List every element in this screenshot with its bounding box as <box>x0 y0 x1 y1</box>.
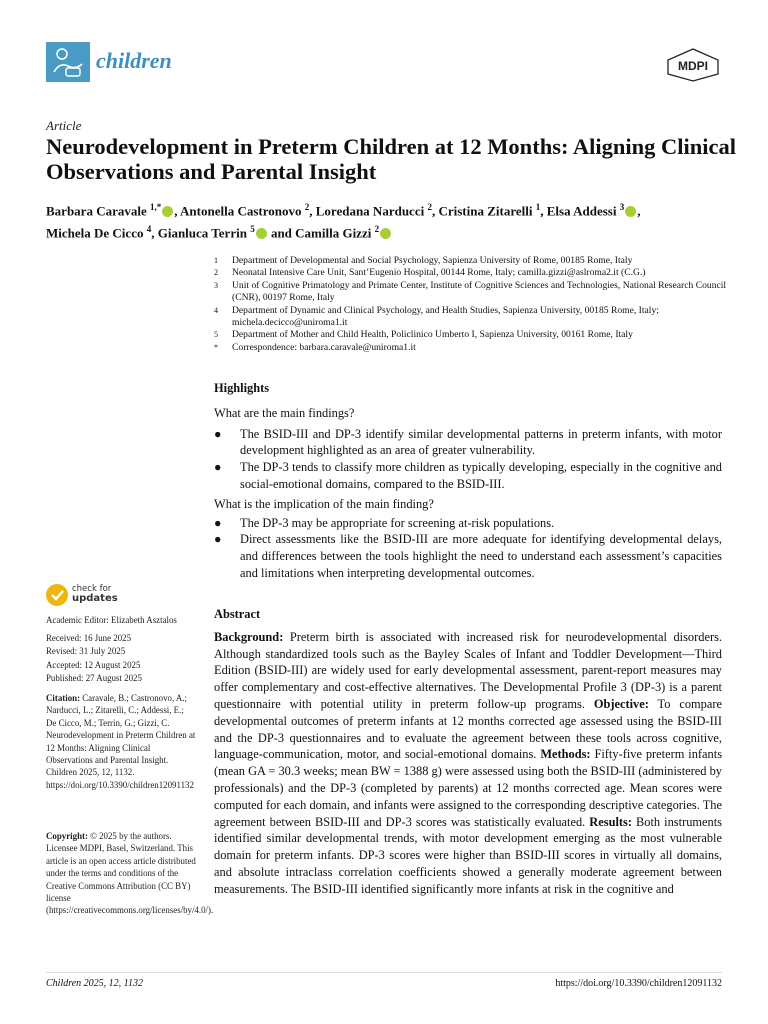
highlights-heading: Highlights <box>214 381 270 395</box>
affiliation-number: * <box>214 342 218 352</box>
author-separator: , <box>309 203 316 219</box>
sidebar-copyright <box>46 830 214 917</box>
revised-date: Revised: 31 July 2025 <box>46 646 126 657</box>
affiliation-item <box>214 342 734 354</box>
footer-citation: Children 2025, 12, 1132 <box>46 978 143 989</box>
background-text: Preterm birth is associated with increased risk for neurodevelopmental disorders. Although standardized tools such as the Bayley Scales of Infant and Toddler Development—Third Edition (BSID-III) are widely used for early developmental assessment, parent-report measures may offer complementary and cost-effective alternatives. The Developmental Profile 3 (DP-3) is a parent questionnaire with potential utility in preterm follow-up programs. <box>214 629 722 711</box>
affiliation-item <box>214 255 734 267</box>
affiliation-text: Unit of Cognitive Primatology and Primate Center, Institute of Cognitive Sciences and Technologies, National Research Council (CNR), 00197 Rome, Italy <box>232 279 727 304</box>
author-affiliation-sup: 2 <box>374 224 380 235</box>
citation-text[interactable]: Caravale, B.; Castronovo, A.; Narducci, L.; Zitarelli, C.; Addessi, E.; De Cicco, M.; Terrin, G.; Gizzi, C. Neurodevelopment in Preterm Children at 12 Months: Aligning Clinical Observations and Parental Insight. Children 2025, 12, 1132. https://doi.org/10.3390/children12091132 <box>46 693 196 790</box>
citation-label: Citation: <box>46 693 81 703</box>
background-label: Background: <box>214 629 284 644</box>
author-name[interactable]: Antonella Castronovo <box>180 203 302 219</box>
affiliation-number: 5 <box>214 330 218 340</box>
mdpi-logo-icon <box>666 48 720 82</box>
affiliation-text: Department of Developmental and Social Psychology, Sapienza University of Rome, 00185 Rome, Italy <box>232 255 633 266</box>
author-list <box>46 198 736 243</box>
author-affiliation-sup: 3 <box>619 202 625 212</box>
abstract-heading: Abstract <box>214 607 261 621</box>
affiliation-number: 2 <box>214 268 218 278</box>
orcid-icon[interactable] <box>625 206 636 217</box>
affiliation-text: Neonatal Intensive Care Unit, Sant’Eugenio Hospital, 00144 Rome, Italy; camilla.gizzi@aslroma2.it (C.G.) <box>232 267 646 279</box>
results-label: Results: <box>589 814 632 829</box>
author-name[interactable]: Elsa Addessi <box>546 203 617 219</box>
published-date: Published: 27 August 2025 <box>46 673 142 684</box>
author-name[interactable]: Loredana Narducci <box>315 203 425 219</box>
highlights-section <box>214 380 722 582</box>
methods-label: Methods: <box>540 747 591 762</box>
finding-2: The DP-3 tends to classify more children as typically developing, especially in the cognitive and social-emotional domains, compared to the BSID-III. <box>240 460 722 491</box>
article-title: Neurodevelopment in Preterm Children at 12 Months: Aligning Clinical Observations and Parental Insight <box>46 134 736 184</box>
author-affiliation-sup: 2 <box>304 202 310 212</box>
list-item <box>214 426 722 460</box>
author-affiliation-sup: 1 <box>535 202 541 212</box>
academic-editor: Academic Editor: Elizabeth Asztalos <box>46 615 177 625</box>
list-item <box>214 459 722 493</box>
bullet-icon: ● <box>214 426 222 441</box>
affiliation-item <box>214 305 734 330</box>
affiliation-item <box>214 280 734 305</box>
list-item <box>214 515 722 532</box>
results-text: Both instruments identified similar developmental trends, with motor development emerging as the most vulnerable domain for preterm infants. DP-3 scores were higher than BSID-III scores in virtually all domains, and absolute intraclass correlation coefficients showed a generally moderate agreement between measurements. The BSID-III identified significantly more infants at risk in the cognitive and <box>214 814 722 896</box>
author-separator: , <box>431 203 439 219</box>
highlights-question-1: What are the main findings? <box>214 405 355 420</box>
affiliation-item <box>214 329 734 341</box>
author-affiliation-sup: 2 <box>427 202 432 212</box>
finding-1: The BSID-III and DP-3 identify similar developmental patterns in preterm infants, with motor development highlighted as an area of greater vulnerability. <box>240 426 722 458</box>
affiliation-number: 1 <box>214 256 218 265</box>
author-affiliation-sup: 5 <box>250 224 255 235</box>
check-line-1: check for <box>72 584 112 594</box>
publisher-name: MDPI <box>678 59 708 73</box>
sidebar-citation <box>46 692 196 791</box>
check-for-updates-button[interactable] <box>46 584 156 606</box>
author-name[interactable]: Camilla Gizzi <box>295 225 372 241</box>
bullet-icon: ● <box>214 515 222 530</box>
sidebar-dates <box>46 632 196 685</box>
abstract-body <box>214 629 722 898</box>
affiliation-text: Department of Dynamic and Clinical Psychology, and Health Studies, Sapienza University, 00185 Rome, Italy; michela.decicco@uniroma1.it <box>232 304 659 329</box>
footer-divider <box>46 972 722 973</box>
objective-text: To compare developmental outcomes of preterm infants at 12 months corrected age assessed using the BSID-III and the DP-3 questionnaires and to evaluate the agreement between these tools across cognitive, language-communication, motor, and social-emotional domains. <box>214 696 722 762</box>
affiliations <box>214 255 734 354</box>
methods-text: Fifty-five preterm infants (mean GA = 30.3 weeks; mean BW = 1388 g) were assessed using both the BSID-III (administered by professionals) and the DP-3 (completed by parents) at 12 months corrected age. Mean scores were computed for each domain, and infants were assigned to the corresponding descriptive categories. The agreement between BSID-III and DP-3 scores was statistically evaluated. <box>214 747 723 829</box>
author-separator: , <box>174 203 181 219</box>
check-updates-icon <box>46 584 68 606</box>
article-type: Article <box>46 118 82 133</box>
copyright-label: Copyright: <box>46 831 88 841</box>
objective-label: Objective: <box>593 696 649 711</box>
list-item <box>214 531 722 581</box>
affiliation-text: Correspondence: barbara.caravale@uniroma1.it <box>232 341 416 353</box>
author-affiliation-sup: 1,* <box>149 202 162 212</box>
check-updates-label <box>72 584 118 604</box>
highlights-question-2: What is the implication of the main finding? <box>214 496 434 511</box>
bullet-icon: ● <box>214 532 222 547</box>
author-name[interactable]: Cristina Zitarelli <box>438 203 533 219</box>
journal-name: children <box>96 48 172 73</box>
author-separator: , <box>637 203 641 219</box>
author-name[interactable]: Barbara Caravale <box>46 203 147 219</box>
check-line-2: updates <box>72 593 118 604</box>
affiliation-item <box>214 267 734 279</box>
author-name[interactable]: Gianluca Terrin <box>157 225 247 241</box>
bullet-icon: ● <box>214 460 222 475</box>
copyright-text: © 2025 by the authors. Licensee MDPI, Basel, Switzerland. This article is an open access article distributed under the terms and conditions of the Creative Commons Attribution (CC BY) license (https://creativecommons.org/licenses/by/4.0/). <box>46 831 214 916</box>
journal-logo-icon <box>46 42 90 82</box>
affiliation-text: Department of Mother and Child Health, Policlinico Umberto I, Sapienza University, 00161 Rome, Italy <box>232 329 633 341</box>
orcid-icon[interactable] <box>162 206 173 217</box>
sidebar-editor <box>46 614 196 626</box>
footer-doi-link[interactable]: https://doi.org/10.3390/children12091132 <box>555 978 722 989</box>
author-separator: , <box>540 203 547 219</box>
implication-1: The DP-3 may be appropriate for screening at-risk populations. <box>240 515 555 530</box>
author-separator: , <box>151 225 158 241</box>
author-separator: and <box>267 225 296 241</box>
affiliation-number: 3 <box>214 280 218 290</box>
accepted-date: Accepted: 12 August 2025 <box>46 659 141 670</box>
author-affiliation-sup: 4 <box>146 224 152 235</box>
implication-2: Direct assessments like the BSID-III are more adequate for identifying developmental delays, and differences between the tools highlight the need to understand each assessment’s capacities and limitations when interpreting developmental outcomes. <box>240 532 722 580</box>
received-date: Received: 16 June 2025 <box>46 633 132 643</box>
orcid-icon[interactable] <box>256 228 267 239</box>
author-name[interactable]: Michela De Cicco <box>46 225 144 241</box>
abstract-section <box>214 606 722 898</box>
orcid-icon[interactable] <box>380 228 391 239</box>
affiliation-number: 4 <box>214 305 218 315</box>
